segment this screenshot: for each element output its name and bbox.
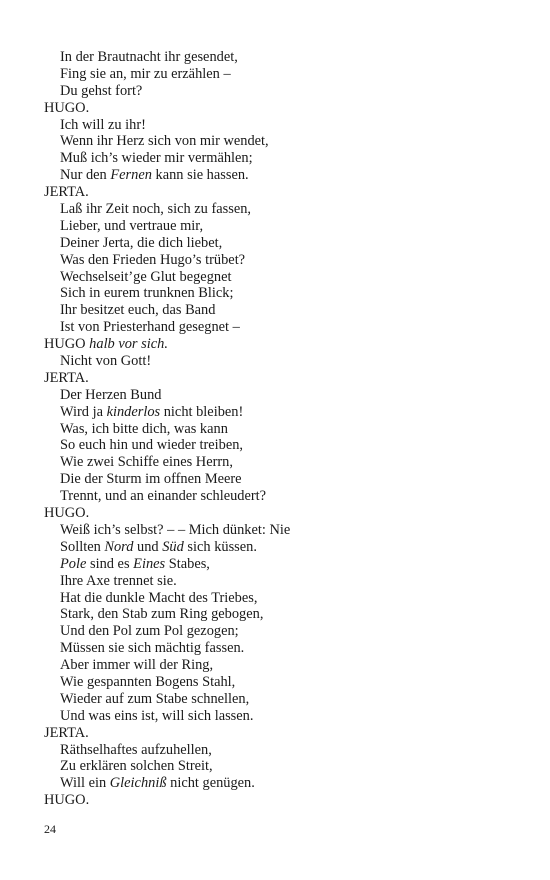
verse-line xyxy=(44,117,524,134)
verse-line xyxy=(44,742,524,759)
verse-line xyxy=(44,353,524,370)
line-text: sind es xyxy=(86,555,134,572)
page-number: 24 xyxy=(44,822,56,836)
verse-line xyxy=(44,285,524,302)
line-text: Wieder auf zum Stabe schnellen, xyxy=(60,690,250,707)
line-text: und xyxy=(133,538,163,555)
line-text: Ihr besitzet euch, das Band xyxy=(60,302,216,319)
line-text: So euch hin und wieder treiben, xyxy=(60,437,244,454)
verse-line xyxy=(44,150,524,167)
verse-line xyxy=(44,657,524,674)
line-text: HUGO. xyxy=(44,505,90,522)
verse-line xyxy=(44,556,524,573)
line-text: Aber immer will der Ring, xyxy=(60,657,214,674)
line-text: Wie gespannten Bogens Stahl, xyxy=(60,673,236,690)
verse-line xyxy=(44,319,524,336)
line-text: Wenn ihr Herz sich von mir wendet, xyxy=(60,133,269,150)
line-text: Sich in eurem trunknen Blick; xyxy=(60,285,234,302)
verse-line xyxy=(44,269,524,286)
emphasis-text: kinderlos xyxy=(106,403,161,420)
line-text: Der Herzen Bund xyxy=(60,386,162,403)
verse-line xyxy=(44,674,524,691)
line-text: HUGO xyxy=(44,336,90,353)
line-text: Nur den xyxy=(60,167,111,184)
line-text: Und was eins ist, will sich lassen. xyxy=(60,707,254,724)
verse-line xyxy=(44,522,524,539)
verse-line xyxy=(44,775,524,792)
line-text: Die der Sturm im offnen Meere xyxy=(60,471,242,488)
verse-line xyxy=(44,573,524,590)
line-text: sich küssen. xyxy=(183,538,257,555)
line-text: JERTA. xyxy=(44,184,89,201)
line-text: Du gehst fort? xyxy=(60,82,143,99)
verse-line xyxy=(44,539,524,556)
speaker-name xyxy=(44,184,524,201)
line-text: Ist von Priesterhand gesegnet – xyxy=(60,319,240,336)
emphasis-text: halb vor sich. xyxy=(89,336,168,353)
verse-line xyxy=(44,454,524,471)
line-text: Was, ich bitte dich, was kann xyxy=(60,420,228,437)
verse-line xyxy=(44,167,524,184)
emphasis-text: Fernen xyxy=(110,167,152,184)
line-text: Lieber, und vertraue mir, xyxy=(60,217,204,234)
text-block xyxy=(44,49,524,809)
verse-line xyxy=(44,235,524,252)
verse-line xyxy=(44,387,524,404)
line-text: Nicht von Gott! xyxy=(60,353,152,370)
speaker-name xyxy=(44,100,524,117)
line-text: Was den Frieden Hugo’s trübet? xyxy=(60,251,246,268)
verse-line xyxy=(44,421,524,438)
verse-line xyxy=(44,590,524,607)
speaker-name xyxy=(44,792,524,809)
speaker-name xyxy=(44,336,524,353)
verse-line xyxy=(44,623,524,640)
verse-line xyxy=(44,201,524,218)
speaker-name xyxy=(44,370,524,387)
line-text: nicht genügen. xyxy=(166,775,255,792)
line-text: Weiß ich’s selbst? – – Mich dünket: Nie xyxy=(60,521,291,538)
emphasis-text: Pole xyxy=(60,555,87,572)
verse-line xyxy=(44,708,524,725)
line-text: Wechselseit’ge Glut begegnet xyxy=(60,268,232,285)
line-text: Und den Pol zum Pol gezogen; xyxy=(60,623,239,640)
line-text: JERTA. xyxy=(44,724,89,741)
line-text: Stabes, xyxy=(165,555,210,572)
verse-line xyxy=(44,471,524,488)
verse-line xyxy=(44,640,524,657)
line-text: JERTA. xyxy=(44,369,89,386)
verse-line xyxy=(44,488,524,505)
line-text: HUGO. xyxy=(44,99,90,116)
line-text: Ich will zu ihr! xyxy=(60,116,146,133)
speaker-name xyxy=(44,725,524,742)
line-text: Müssen sie sich mächtig fassen. xyxy=(60,640,245,657)
speaker-name xyxy=(44,505,524,522)
emphasis-text: Eines xyxy=(133,555,166,572)
verse-line xyxy=(44,83,524,100)
line-text: Will ein xyxy=(60,775,110,792)
line-text: Wird ja xyxy=(60,403,107,420)
line-text: HUGO. xyxy=(44,792,90,809)
emphasis-text: Nord xyxy=(104,538,134,555)
line-text: Ihre Axe trennet sie. xyxy=(60,572,177,589)
verse-line xyxy=(44,302,524,319)
line-text: Laß ihr Zeit noch, sich zu fassen, xyxy=(60,201,252,218)
emphasis-text: Gleichniß xyxy=(109,775,167,792)
line-text: Wie zwei Schiffe eines Herrn, xyxy=(60,454,233,471)
line-text: Stark, den Stab zum Ring gebogen, xyxy=(60,606,264,623)
verse-line xyxy=(44,606,524,623)
verse-line xyxy=(44,133,524,150)
verse-line xyxy=(44,758,524,775)
emphasis-text: Süd xyxy=(162,538,184,555)
line-text: nicht bleiben! xyxy=(160,403,244,420)
verse-line xyxy=(44,66,524,83)
verse-line xyxy=(44,218,524,235)
line-text: Sollten xyxy=(60,538,105,555)
line-text: Zu erklären solchen Streit, xyxy=(60,758,213,775)
line-text: kann sie hassen. xyxy=(151,167,249,184)
verse-line xyxy=(44,252,524,269)
line-text: Fing sie an, mir zu erzählen – xyxy=(60,65,231,82)
line-text: Hat die dunkle Macht des Triebes, xyxy=(60,589,258,606)
line-text: In der Brautnacht ihr gesendet, xyxy=(60,49,238,65)
verse-line xyxy=(44,404,524,421)
verse-line xyxy=(44,691,524,708)
line-text: Deiner Jerta, die dich liebet, xyxy=(60,234,223,251)
line-text: Räthselhaftes aufzuhellen, xyxy=(60,741,212,758)
line-text: Trennt, und an einander schleudert? xyxy=(60,488,267,505)
verse-line xyxy=(44,49,524,66)
verse-line xyxy=(44,437,524,454)
line-text: Muß ich’s wieder mir vermählen; xyxy=(60,150,253,167)
